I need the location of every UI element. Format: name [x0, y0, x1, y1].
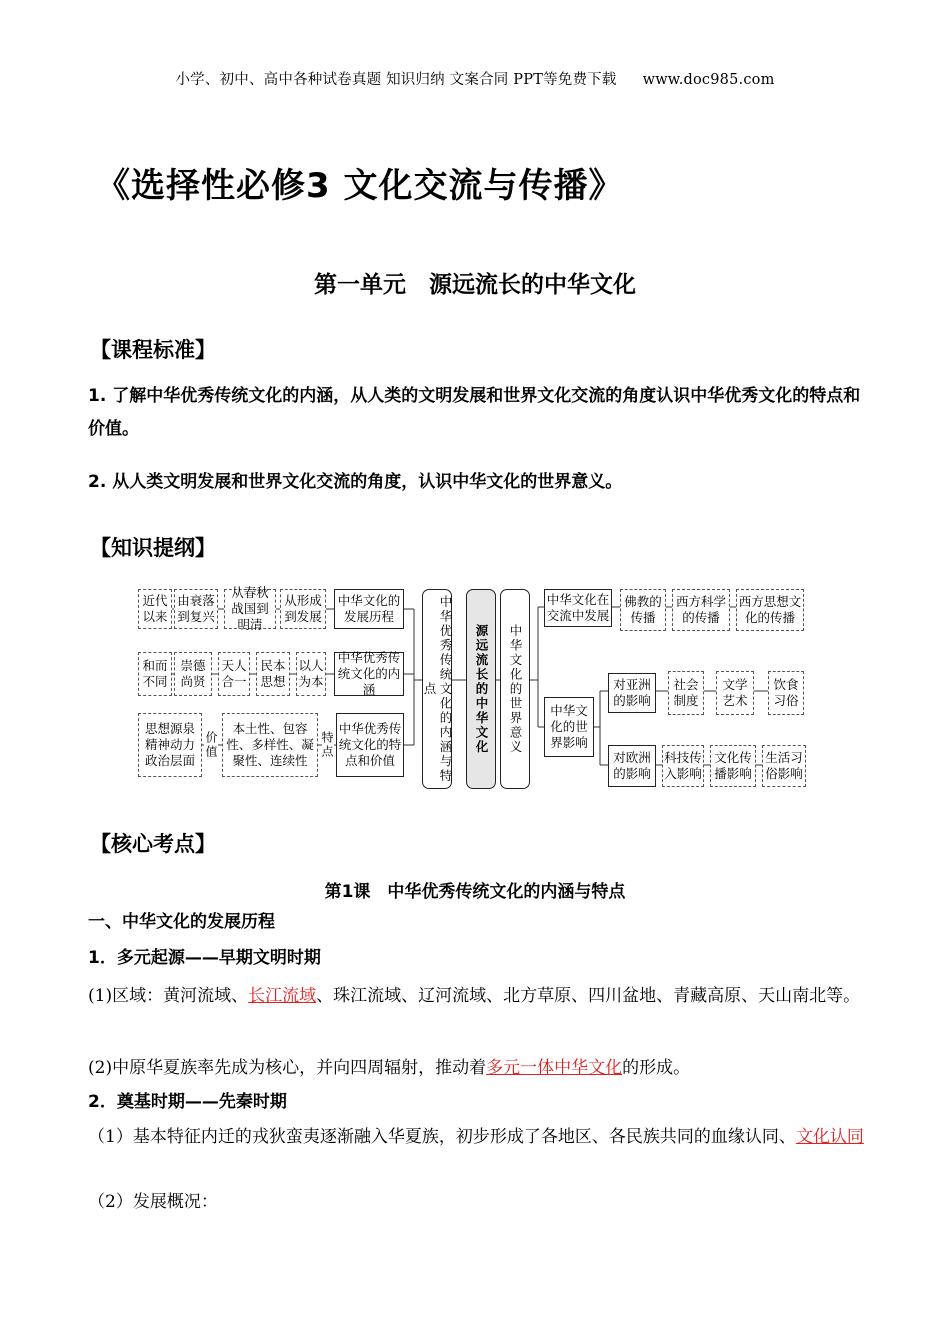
section-heading-core: 【核心考点】: [90, 832, 216, 856]
standard-item-2-text: 2. 从人类文明发展和世界文化交流的角度，认识中华文化的世界意义。: [88, 472, 623, 492]
para2-highlight: 多元一体中华文化: [486, 1058, 623, 1078]
box-buddhism-spread: 佛教的传播: [620, 589, 666, 631]
box-social-system: 社会制度: [668, 671, 704, 715]
header-site: www.doc985.com: [642, 72, 775, 88]
part1-sub1: 1．多元起源——早期文明时期: [88, 948, 321, 968]
box-heaven-human: 天人合一: [218, 652, 250, 696]
box-custom-influence: 生活习俗影响: [762, 745, 806, 787]
box-connotation: 中华优秀传统文化的内涵: [334, 652, 404, 696]
box-western-thought: 西方思想文化的传播: [736, 589, 804, 631]
box-harmony: 和而不同: [138, 652, 172, 696]
box-center-theme: 源远流长的中华文化: [466, 589, 496, 789]
para1-text-a: (1)区域：黄河流域、: [88, 986, 249, 1006]
box-tech-influence: 科技传入影响: [662, 745, 704, 787]
box-characteristics-value: 中华优秀传统文化的特点和价值: [336, 713, 404, 777]
document-title: 《选择性必修3 文化交流与传播》: [96, 166, 624, 206]
part1-para1: [88, 980, 868, 1013]
box-decline-revival: 由衰落到复兴: [174, 589, 218, 629]
box-exchange-development: 中华文化在交流中发展: [544, 589, 612, 627]
label-characteristics: 特点: [320, 731, 334, 759]
unit-title: 第一单元 源远流长的中华文化: [314, 272, 636, 298]
header-text: 小学、初中、高中各种试卷真题 知识归纳 文案合同 PPT等免费下载: [175, 72, 617, 88]
box-western-science: 西方科学的传播: [672, 589, 730, 631]
box-europe-influence: 对欧洲的影响: [608, 745, 656, 787]
para2-text-b: 的形成。: [622, 1058, 691, 1078]
label-value: 价值: [204, 731, 218, 759]
box-world-influence: 中华文化的世界影响: [544, 697, 594, 757]
section-heading-standards: 【课程标准】: [90, 338, 216, 362]
para3-highlight: 文化认同: [795, 1127, 864, 1147]
box-people-based: 民本思想: [256, 652, 290, 696]
para2-text-a: (2)中原华夏族率先成为核心，并向四周辐射，推动着: [88, 1058, 487, 1078]
box-world-significance: 中华文化的世界意义: [500, 589, 530, 789]
box-asia-influence: 对亚洲的影响: [608, 673, 656, 713]
box-food-customs: 饮食习俗: [768, 671, 804, 715]
para1-highlight: 长江流域: [248, 986, 317, 1006]
page-header: [0, 68, 950, 89]
lesson-title: 第1课 中华优秀传统文化的内涵与特点: [324, 882, 626, 902]
box-value-levels: 思想源泉精神动力政治层面: [138, 713, 202, 777]
standard-item-1: 1. 了解中华优秀传统文化的内涵，从人类的文明发展和世界文化交流的角度认识中华优秀文化的特点和价值。: [88, 386, 861, 439]
section-heading-outline: 【知识提纲】: [90, 536, 216, 560]
part1-para4: （2）发展概况：: [88, 1192, 218, 1212]
para1-text-b: 、珠江流域、辽河流域、北方草原、四川盆地、青藏高原、天山南北等。: [316, 986, 861, 1006]
part1-heading: 一、中华文化的发展历程: [88, 912, 275, 932]
para3-text-a: （1）基本特征内迁的戎狄蛮夷逐渐融入华夏族，初步形成了各地区、各民族共同的血缘认同、: [88, 1127, 796, 1147]
box-human-centered: 以人为本: [296, 652, 326, 696]
part1-para2: [88, 1052, 868, 1085]
box-literature-art: 文学艺术: [716, 671, 754, 715]
box-formation-development: 从形成到发展: [280, 589, 326, 629]
box-development-history: 中华文化的发展历程: [334, 589, 404, 629]
part1-sub2: 2．奠基时期——先秦时期: [88, 1092, 287, 1112]
box-spring-autumn-to-qing: 从春秋战国到明清: [224, 589, 276, 629]
box-virtue: 崇德尚贤: [174, 652, 212, 696]
box-modern-times: 近代以来: [138, 589, 172, 629]
box-characteristics-list: 本土性、包容性、多样性、凝聚性、连续性: [222, 713, 318, 777]
knowledge-outline-diagram: [138, 585, 810, 795]
standard-item-2: [88, 466, 868, 499]
box-connotation-characteristics: 中华优秀传统文化的内涵与特点: [422, 589, 452, 789]
box-culture-influence: 文化传播影响: [710, 745, 756, 787]
part1-para3: [88, 1121, 868, 1154]
